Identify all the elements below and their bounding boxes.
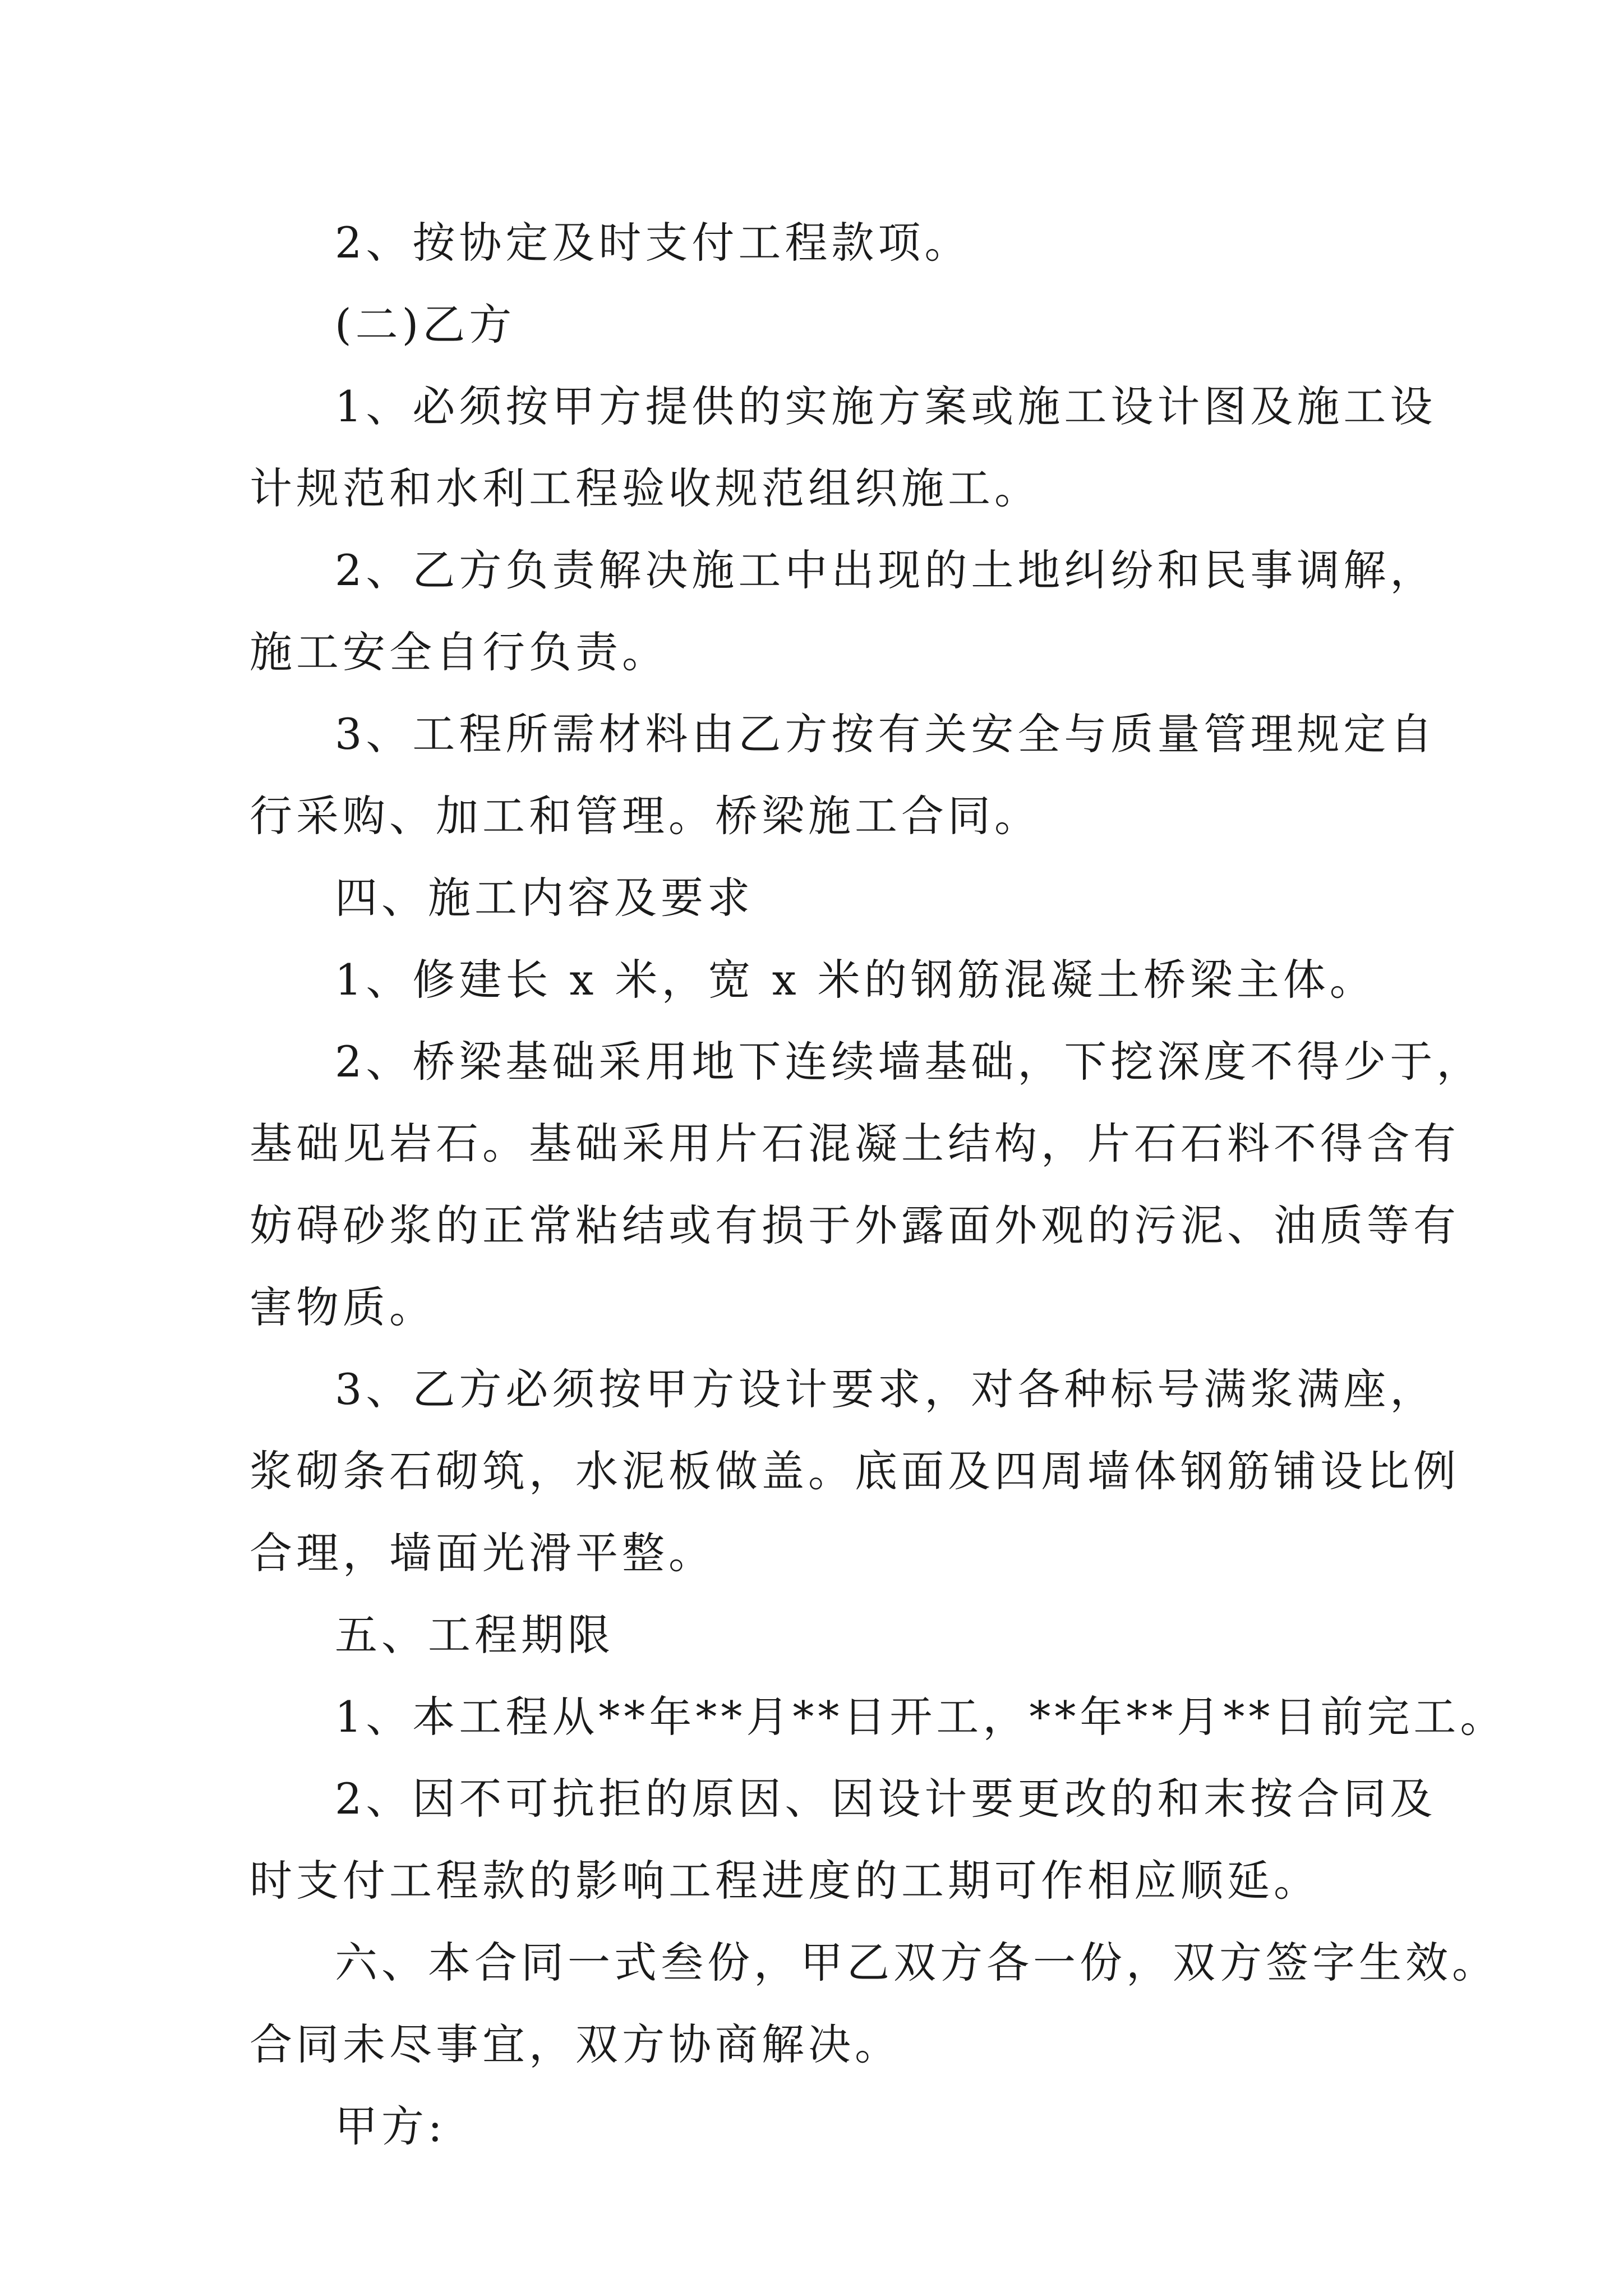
text-line: 合同未尽事宜，双方协商解决。: [250, 2019, 901, 2069]
text-line: 时支付工程款的影响工程进度的工期可作相应顺延。: [250, 1856, 1320, 1906]
text-line: 妨碍砂浆的正常粘结或有损于外露面外观的污泥、油质等有: [250, 1200, 1460, 1250]
text-line: 六、本合同一式叁份，甲乙双方各一份，双方签字生效。: [335, 1938, 1498, 1987]
text-line: 计规范和水利工程验收规范组织施工。: [250, 463, 1041, 513]
text-line: 行采购、加工和管理。桥梁施工合同。: [250, 791, 1041, 841]
text-line: 2、因不可抗拒的原因、因设计要更改的和末按合同及: [335, 1774, 1437, 1824]
text-line: 1、修建长 x 米，宽 x 米的钢筋混凝土桥梁主体。: [335, 955, 1376, 1005]
text-line: 1、必须按甲方提供的实施方案或施工设计图及施工设: [335, 381, 1437, 431]
text-line: 基础见岩石。基础采用片石混凝土结构，片石石料不得含有: [250, 1119, 1460, 1168]
text-line: 2、按协定及时支付工程款项。: [335, 218, 971, 268]
section-heading: 四、施工内容及要求: [335, 873, 754, 923]
text-line: 3、工程所需材料由乙方按有关安全与质量管理规定自: [335, 709, 1437, 759]
text-line: 施工安全自行负责。: [250, 627, 668, 677]
text-line: 合理，墙面光滑平整。: [250, 1528, 715, 1578]
section-heading: (二)乙方: [335, 300, 516, 349]
text-line: 害物质。: [250, 1282, 436, 1332]
text-line: 2、桥梁基础采用地下连续墙基础，下挖深度不得少于，: [335, 1037, 1483, 1087]
text-line: 1、本工程从**年**月**日开工，**年**月**日前完工。: [335, 1692, 1507, 1742]
text-line: 浆砌条石砌筑，水泥板做盖。底面及四周墙体钢筋铺设比例: [250, 1446, 1460, 1496]
text-line: 2、乙方负责解决施工中出现的土地纠纷和民事调解，: [335, 545, 1437, 595]
document-body: [250, 202, 1507, 2168]
signature-label: 甲方:: [335, 2101, 446, 2151]
text-line: 3、乙方必须按甲方设计要求，对各种标号满浆满座，: [335, 1364, 1437, 1414]
section-heading: 五、工程期限: [335, 1610, 614, 1660]
